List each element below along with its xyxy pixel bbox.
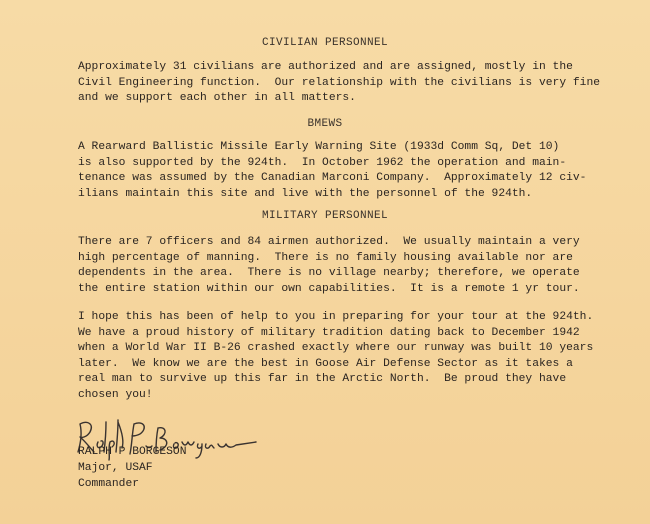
text-line: I hope this has been of help to you in preparing for your tour at the 924th. (78, 311, 594, 323)
paragraph-civilian-personnel (78, 60, 638, 107)
text-line: There are 7 officers and 84 airmen authorized. We usually maintain a very (78, 236, 580, 248)
text-line: later. We know we are the best in Goose Air Defense Sector as it takes a (78, 357, 573, 370)
text-line: A Rearward Ballistic Missile Early Warning Site (1933d Comm Sq, Det 10) (78, 141, 560, 153)
signature-block (78, 444, 186, 492)
text-line: when a World War II B-26 crashed exactly where our runway was built 10 years (78, 342, 594, 354)
text-line: the entire station within our own capabilities. It is a remote 1 yr tour. (78, 282, 580, 295)
heading-bmews: BMEWS (307, 118, 343, 130)
text-line: Approximately 31 civilians are authorized and are assigned, mostly in the (78, 61, 573, 73)
signer-rank: Major, USAF (78, 462, 153, 474)
text-line: dependents in the area. There is no village nearby; therefore, we operate (78, 267, 580, 279)
paragraph-bmews (78, 140, 638, 202)
text-line: and we support each other in all matters. (78, 92, 356, 104)
text-line: high percentage of manning. There is no family housing available nor are (78, 251, 573, 264)
text-line: real man to survive up this far in the Arctic North. Be proud they have (78, 373, 567, 385)
text-line: chosen you! (78, 388, 153, 401)
paragraph-closing (78, 310, 638, 403)
text-line: is also supported by the 924th. In October 1962 the operation and main- (78, 156, 567, 169)
text-line: We have a proud history of military tradition dating back to December 1942 (78, 326, 580, 339)
text-line: tenance was assumed by the Canadian Marconi Company. Approximately 12 civ- (78, 172, 587, 184)
text-line: ilians maintain this site and live with the personnel of the 924th. (78, 187, 533, 200)
text-line: Civil Engineering function. Our relationship with the civilians is very fine (78, 76, 601, 89)
paragraph-military-personnel (78, 235, 638, 297)
signer-name: RALPH P BORGESON (78, 446, 187, 458)
heading-civilian-personnel: CIVILIAN PERSONNEL (261, 37, 389, 49)
heading-military-personnel: MILITARY PERSONNEL (261, 210, 389, 222)
signer-title: Commander (78, 478, 140, 490)
